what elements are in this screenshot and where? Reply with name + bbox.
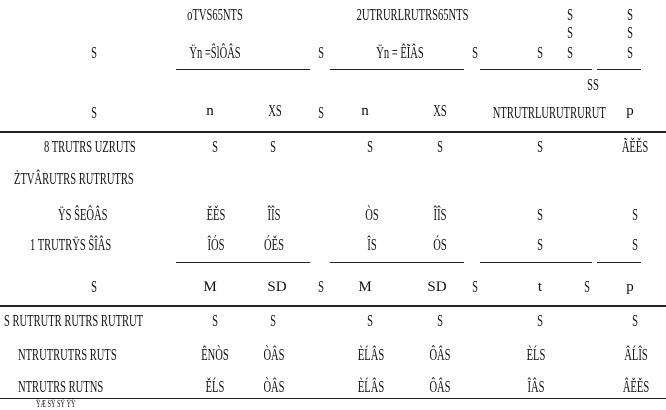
rule-block2-g3: [480, 262, 592, 263]
subhead1-row-label: S: [91, 103, 97, 122]
cell: S: [537, 235, 543, 254]
cell: S: [632, 235, 638, 254]
rule-group2: [330, 69, 464, 70]
header-sep-1: S: [318, 43, 324, 62]
cell: S: [212, 311, 218, 330]
row-label: NTRUTRUTRS RUTS: [18, 345, 117, 364]
footer-fragment: ŸÆ ŜŸ ŜŸ ŸŸ: [36, 399, 76, 410]
cell: S: [437, 311, 443, 330]
subhead2-sd1: SD: [267, 279, 287, 295]
rule-group1: [176, 69, 310, 70]
cell: ÈĹS: [526, 345, 546, 364]
cell: ĚĚS: [206, 205, 226, 224]
cell: S: [537, 137, 543, 156]
cell: ÊNÒS: [201, 345, 229, 364]
cell: S: [537, 311, 543, 330]
subhead2-sep1: S: [318, 277, 324, 296]
cell: S: [212, 137, 218, 156]
cell: ÈĹÂS: [357, 345, 385, 364]
subhead1-stat: NTRUTRLURUTRURUT: [492, 103, 606, 122]
cell: ÈĹÂS: [357, 377, 385, 396]
cell: S: [270, 311, 276, 330]
subhead1-n1: n: [206, 103, 214, 119]
header-right-e: S: [627, 23, 633, 42]
header-right-f: S: [567, 43, 573, 62]
cell: ÃĚĚS: [621, 137, 649, 156]
row-label: 1 TRUTRŸS ŜÎÂS: [30, 235, 112, 254]
row-label: S RUTRUTR RUTRS RUTRUT: [4, 311, 144, 330]
cell: S: [437, 137, 443, 156]
header-right-c: S: [537, 43, 543, 62]
rule-group3: [480, 69, 592, 70]
subhead2-sd2: SD: [427, 279, 447, 295]
subhead1-xs1: XS: [268, 101, 282, 120]
subhead1-n2: n: [361, 103, 369, 119]
cell: ÔÂS: [429, 377, 451, 396]
cell: ÂĹÎS: [624, 345, 648, 364]
header-sep-2: S: [472, 43, 478, 62]
group2-title: 2UTRURLRUTRS65NTS: [356, 5, 469, 24]
cell: ÓĚS: [264, 235, 284, 254]
subhead2-m1: M: [203, 279, 217, 295]
cell: ÎÂS: [527, 377, 545, 396]
cell: ÔÂS: [429, 345, 451, 364]
rule-subhead2: [0, 305, 666, 307]
rule-group4: [597, 69, 641, 70]
cell: S: [270, 137, 276, 156]
rule-subhead1: [0, 131, 666, 133]
corner-right: SS: [587, 75, 599, 94]
cell: S: [367, 137, 373, 156]
cell: ÎÓS: [207, 235, 225, 254]
rule-block2-g4: [597, 262, 641, 263]
rule-bottom: [0, 398, 666, 399]
row-label: ŻTVÂRUTRS RUTRUTRS: [14, 169, 134, 188]
header-right-b: S: [627, 5, 633, 24]
cell: S: [537, 205, 543, 224]
subhead2-sep3: S: [584, 277, 590, 296]
row-label: ŸS ŜEÔÂS: [58, 205, 108, 224]
header-right-a: S: [567, 5, 573, 24]
group1-title: oTVS65NTS: [187, 5, 243, 24]
subhead1-sep1: S: [318, 103, 324, 122]
subhead2-p: p: [626, 279, 634, 295]
row-label: 8 TRUTRS UZRUTS: [44, 137, 136, 156]
rule-block2-g2: [330, 262, 464, 263]
rule-block2-g1: [176, 262, 310, 263]
cell: ÎÎS: [433, 205, 447, 224]
cell: ÓS: [433, 235, 447, 254]
subhead1-p: p: [626, 103, 634, 119]
cell: S: [632, 311, 638, 330]
row-label: NTRUTRS RUTNS: [18, 377, 104, 396]
cell: S: [632, 205, 638, 224]
header-right-d: S: [567, 23, 573, 42]
row-label-header: S: [91, 43, 97, 62]
cell: ÎÎS: [267, 205, 281, 224]
cell: ĚĹS: [205, 377, 225, 396]
subhead2-m2: M: [358, 279, 372, 295]
header-right-g: S: [627, 43, 633, 62]
cell: ÎS: [367, 235, 377, 254]
subhead2-sep2: S: [472, 277, 478, 296]
subhead2-row-label: S: [91, 277, 97, 296]
subhead2-t: t: [537, 279, 543, 295]
group2-subtitle: Ÿn = ÊĨÂS: [376, 43, 424, 62]
cell: S: [367, 311, 373, 330]
group1-subtitle: Ÿn =ŜlÔÂS: [189, 43, 241, 62]
subhead1-xs2: XS: [433, 101, 447, 120]
cell: ÒÂS: [263, 345, 285, 364]
cell: ÂĚĚS: [622, 377, 650, 396]
cell: ÒS: [365, 205, 379, 224]
cell: ÒÂS: [263, 377, 285, 396]
